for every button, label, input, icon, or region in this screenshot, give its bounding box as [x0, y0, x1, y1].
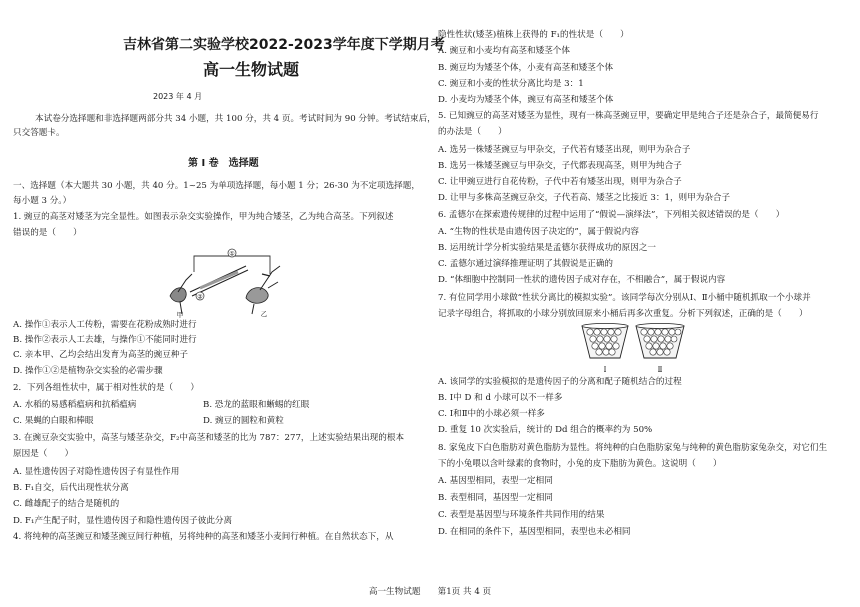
bucket-2 — [636, 324, 684, 375]
q3-option-b: B. F₁自交，后代出现性状分离 — [13, 483, 129, 493]
q2-option-d: D. 豌豆的圆粒和黄粒 — [203, 416, 284, 426]
q7-option-a: A. 该同学的实验模拟的是遗传因子的分离和配子随机结合的过程 — [438, 377, 682, 387]
exam-date: 2023 年 4 月 — [153, 92, 203, 101]
q4-stem-continued: 隐性性状(矮茎)植株上获得的 F₁的性状是（ ） — [438, 30, 629, 40]
q1-option-d: D. 操作①②是植物杂交实验的必需步骤 — [13, 366, 163, 376]
q1-option-b: B. 操作②表示人工去雄，与操作①不能同时进行 — [13, 335, 197, 345]
figure-label-2: ② — [197, 293, 203, 301]
q7-option-c: C. Ⅰ和Ⅱ中的小球必须一样多 — [438, 409, 545, 419]
q2-option-a: A. 水稻的易感稻瘟病和抗稻瘟病 — [13, 400, 137, 410]
figure-label-1: ① — [229, 250, 235, 258]
page-footer: 高一生物试题 第1页 共 4 页 — [368, 587, 492, 597]
q2-option-c: C. 果蝇的白眼和棒眼 — [13, 416, 94, 426]
q6-option-a: A. “生物的性状是由遗传因子决定的”，属于假说内容 — [438, 227, 639, 237]
q1-stem-line-1: 1. 豌豆的高茎对矮茎为完全显性。如图表示杂交实验操作，甲为纯合矮茎，乙为纯合高茎。下列叙述 — [13, 212, 394, 222]
q1-option-c: C. 亲本甲、乙均会结出发育为高茎的豌豆种子 — [13, 350, 189, 360]
q5-option-d: D. 让甲与多株高茎豌豆杂交，子代若高、矮茎之比接近 3：1，则甲为杂合子 — [438, 193, 731, 203]
instructions-line-2: 每小题 3 分。） — [13, 196, 72, 206]
exam-title: 吉林省第二实验学校2022-2023学年度下学期月考 — [123, 37, 445, 53]
q1-option-a: A. 操作①表示人工传粉，需要在花粉成熟时进行 — [13, 320, 197, 330]
q5-option-c: C. 让甲豌豆进行自花传粉，子代中若有矮茎出现，则甲为杂合子 — [438, 177, 682, 187]
q7-option-d: D. 重复 10 次实验后，统计的 Dd 组合的概率约为 50% — [438, 425, 653, 435]
q7-stem-line-1: 7. 有位同学用小球做“性状分离比的模拟实验”。该同学每次分别从Ⅰ、Ⅱ小桶中随机抓取一个小球并 — [438, 293, 811, 303]
bucket-figure — [578, 322, 688, 374]
q6-stem: 6. 孟德尔在探索遗传规律的过程中运用了“假说—演绎法”，下列相关叙述错误的是（ ） — [438, 210, 785, 220]
bucket-2-label: Ⅱ — [657, 366, 663, 374]
q4-option-c: C. 豌豆和小麦的性状分离比均是 3：1 — [438, 79, 584, 89]
pollination-figure — [150, 244, 292, 318]
q3-option-d: D. F₁产生配子时，显性遗传因子和隐性遗传因子彼此分离 — [13, 516, 233, 526]
q4-option-d: D. 小麦均为矮茎个体，豌豆有高茎和矮茎个体 — [438, 95, 614, 105]
q5-option-b: B. 选另一株矮茎豌豆与甲杂交，子代都表现高茎，则甲为纯合子 — [438, 161, 682, 171]
figure-label-jia: 甲 — [176, 311, 184, 318]
exam-subtitle: 高一生物试题 — [203, 60, 300, 79]
figure-label-yi: 乙 — [260, 310, 268, 318]
q3-stem-line-1: 3. 在豌豆杂交实验中，高茎与矮茎杂交，F₂中高茎和矮茎的比为 787：277，上述实验结果出现的根本 — [13, 433, 405, 443]
q6-option-b: B. 运用统计学分析实验结果是孟德尔获得成功的原因之一 — [438, 243, 657, 253]
q3-stem-line-2: 原因是（ ） — [13, 449, 74, 459]
q7-stem-line-2: 记录字母组合，将抓取的小球分别放回原来小桶后再多次重复。分析下列叙述，正确的是（ ） — [438, 309, 808, 319]
q2-option-b: B. 恐龙的蓝眼和蜥蜴的红眼 — [203, 400, 310, 410]
q8-option-c: C. 表型是基因型与环境条件共同作用的结果 — [438, 510, 605, 520]
q8-option-b: B. 表型相同，基因型一定相同 — [438, 493, 553, 503]
q6-option-c: C. 孟德尔通过演绎推理证明了其假说是正确的 — [438, 259, 614, 269]
q3-option-c: C. 雌雄配子的结合是随机的 — [13, 499, 120, 509]
q8-stem-line-2: 下的小兔喂以含叶绿素的食物时，小兔的皮下脂肪为黄色。这说明（ ） — [438, 459, 722, 469]
q1-stem-line-2: 错误的是（ ） — [13, 228, 82, 238]
intro-line-1: 本试卷分选择题和非选择题两部分共 34 小题，共 100 分，共 4 页。考试时间为 90 分钟。考试结束后， — [35, 114, 436, 124]
q4-stem: 4. 将纯种的高茎豌豆和矮茎豌豆间行种植，另将纯种的高茎和矮茎小麦间行种植。在自然状态下，从 — [13, 532, 394, 542]
q8-option-d: D. 在相同的条件下，基因型相同，表型也未必相同 — [438, 527, 631, 537]
bucket-1-label: Ⅰ — [603, 366, 607, 374]
section-title: 第 Ⅰ 卷 选择题 — [188, 158, 259, 169]
bucket-1 — [582, 324, 628, 375]
q5-stem-line-2: 的办法是（ ） — [438, 127, 507, 137]
q5-stem-line-1: 5. 已知豌豆的高茎对矮茎为显性，现有一株高茎豌豆甲，要确定甲是纯合子还是杂合子，最简便易行 — [438, 111, 819, 121]
instructions-line-1: 一、选择题（本大题共 30 小题，共 40 分。1~25 为单项选择题，每小题 1 分；26-30 为不定项选择题， — [13, 181, 420, 191]
q6-option-d: D. “体细胞中控制同一性状的遗传因子成对存在，不相融合”，属于假说内容 — [438, 275, 726, 285]
intro-line-2: 只交答题卡。 — [13, 128, 65, 138]
q8-option-a: A. 基因型相同，表型一定相同 — [438, 476, 553, 486]
q4-option-a: A. 豌豆和小麦均有高茎和矮茎个体 — [438, 46, 570, 56]
q4-option-b: B. 豌豆均为矮茎个体，小麦有高茎和矮茎个体 — [438, 63, 614, 73]
q5-option-a: A. 选另一株矮茎豌豆与甲杂交，子代若有矮茎出现，则甲为杂合子 — [438, 145, 691, 155]
q2-stem: 2．下列各组性状中，属于相对性状的是（ ） — [13, 383, 199, 393]
q3-option-a: A. 显性遗传因子对隐性遗传因子有显性作用 — [13, 467, 180, 477]
q7-option-b: B. Ⅰ中 D 和 d 小球可以不一样多 — [438, 393, 563, 403]
q8-stem-line-1: 8. 家兔皮下白色脂肪对黄色脂肪为显性。将纯种的白色脂肪家兔与纯种的黄色脂肪家兔杂交，对它们生 — [438, 443, 828, 453]
